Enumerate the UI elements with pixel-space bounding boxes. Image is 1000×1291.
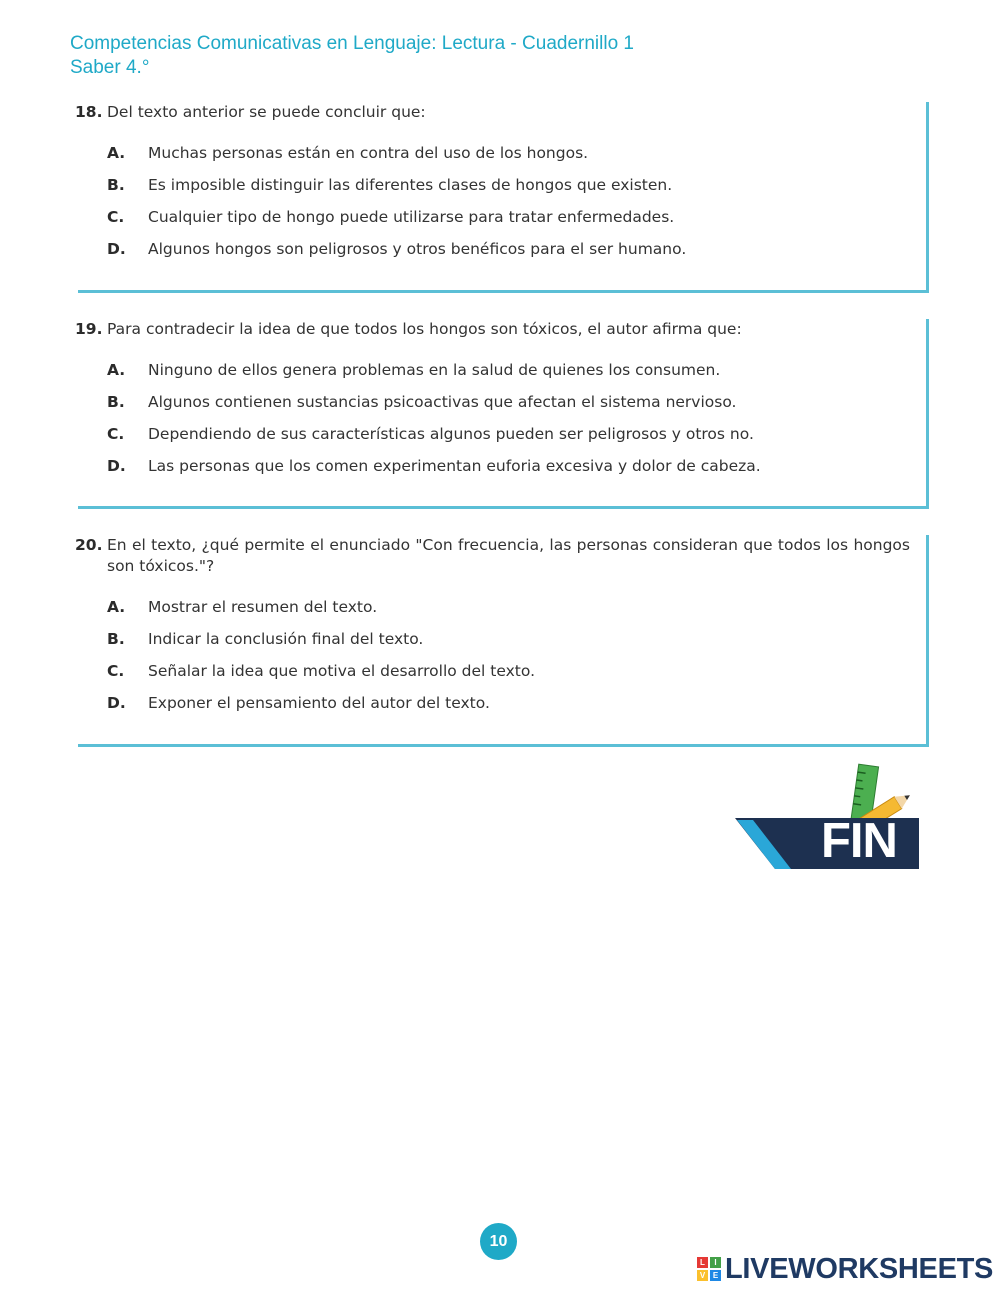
- option-text: Exponer el pensamiento del autor del texto.: [148, 694, 490, 712]
- option-c[interactable]: [78, 208, 926, 240]
- option-text: Mostrar el resumen del texto.: [148, 598, 378, 616]
- header-title: Competencias Comunicativas en Lenguaje: Lectura - Cuadernillo 1: [70, 33, 634, 54]
- question-number: 20.: [75, 536, 103, 554]
- option-text: Es imposible distinguir las diferentes clases de hongos que existen.: [148, 176, 673, 194]
- liveworksheets-icon: L I V E: [697, 1257, 721, 1281]
- page-header: [70, 32, 634, 80]
- option-text: Algunos hongos son peligrosos y otros benéficos para el ser humano.: [148, 240, 687, 258]
- option-list: [78, 598, 926, 726]
- option-text: Ninguno de ellos genera problemas en la salud de quienes los consumen.: [148, 361, 721, 379]
- question-18: [75, 102, 929, 293]
- page-number: 10: [480, 1223, 517, 1260]
- option-letter: C.: [107, 208, 125, 226]
- option-letter: D.: [107, 240, 126, 258]
- option-letter: D.: [107, 694, 126, 712]
- fin-label: FIN: [821, 814, 897, 868]
- option-text: Dependiendo de sus características algunos pueden ser peligrosos y otros no.: [148, 425, 754, 443]
- option-b[interactable]: [78, 393, 926, 425]
- fin-badge: [735, 762, 925, 872]
- question-stem: Del texto anterior se puede concluir que:: [107, 103, 426, 121]
- option-text: Muchas personas están en contra del uso de los hongos.: [148, 144, 589, 162]
- header-subtitle: Saber 4.°: [70, 57, 150, 78]
- option-list: [78, 361, 926, 489]
- option-text: Señalar la idea que motiva el desarrollo del texto.: [148, 662, 536, 680]
- option-letter: A.: [107, 598, 126, 616]
- option-a[interactable]: [78, 598, 926, 630]
- option-letter: C.: [107, 662, 125, 680]
- option-c[interactable]: [78, 425, 926, 457]
- option-text: Algunos contienen sustancias psicoactivas que afectan el sistema nervioso.: [148, 393, 737, 411]
- option-list: [78, 144, 926, 272]
- question-number: 19.: [75, 320, 103, 338]
- option-letter: D.: [107, 457, 126, 475]
- option-text: Cualquier tipo de hongo puede utilizarse para tratar enfermedades.: [148, 208, 675, 226]
- option-d[interactable]: [78, 694, 926, 726]
- option-d[interactable]: [78, 457, 926, 489]
- option-letter: B.: [107, 176, 125, 194]
- option-b[interactable]: [78, 630, 926, 662]
- option-a[interactable]: [78, 361, 926, 393]
- option-letter: B.: [107, 393, 125, 411]
- option-c[interactable]: [78, 662, 926, 694]
- option-b[interactable]: [78, 176, 926, 208]
- option-letter: A.: [107, 361, 126, 379]
- question-19: [75, 319, 929, 509]
- option-text: Las personas que los comen experimentan euforia excesiva y dolor de cabeza.: [148, 457, 761, 475]
- option-d[interactable]: [78, 240, 926, 272]
- option-letter: B.: [107, 630, 125, 648]
- question-number: 18.: [75, 103, 103, 121]
- option-text: Indicar la conclusión final del texto.: [148, 630, 424, 648]
- brand-name: LIVEWORKSHEETS: [725, 1252, 994, 1285]
- question-stem: En el texto, ¿qué permite el enunciado "Con frecuencia, las personas consideran que todos los hongos son tóxicos."?: [107, 536, 910, 575]
- option-letter: A.: [107, 144, 126, 162]
- liveworksheets-logo: [697, 1254, 993, 1284]
- question-20: [75, 535, 929, 747]
- question-stem: Para contradecir la idea de que todos los hongos son tóxicos, el autor afirma que:: [107, 320, 742, 338]
- option-a[interactable]: [78, 144, 926, 176]
- option-letter: C.: [107, 425, 125, 443]
